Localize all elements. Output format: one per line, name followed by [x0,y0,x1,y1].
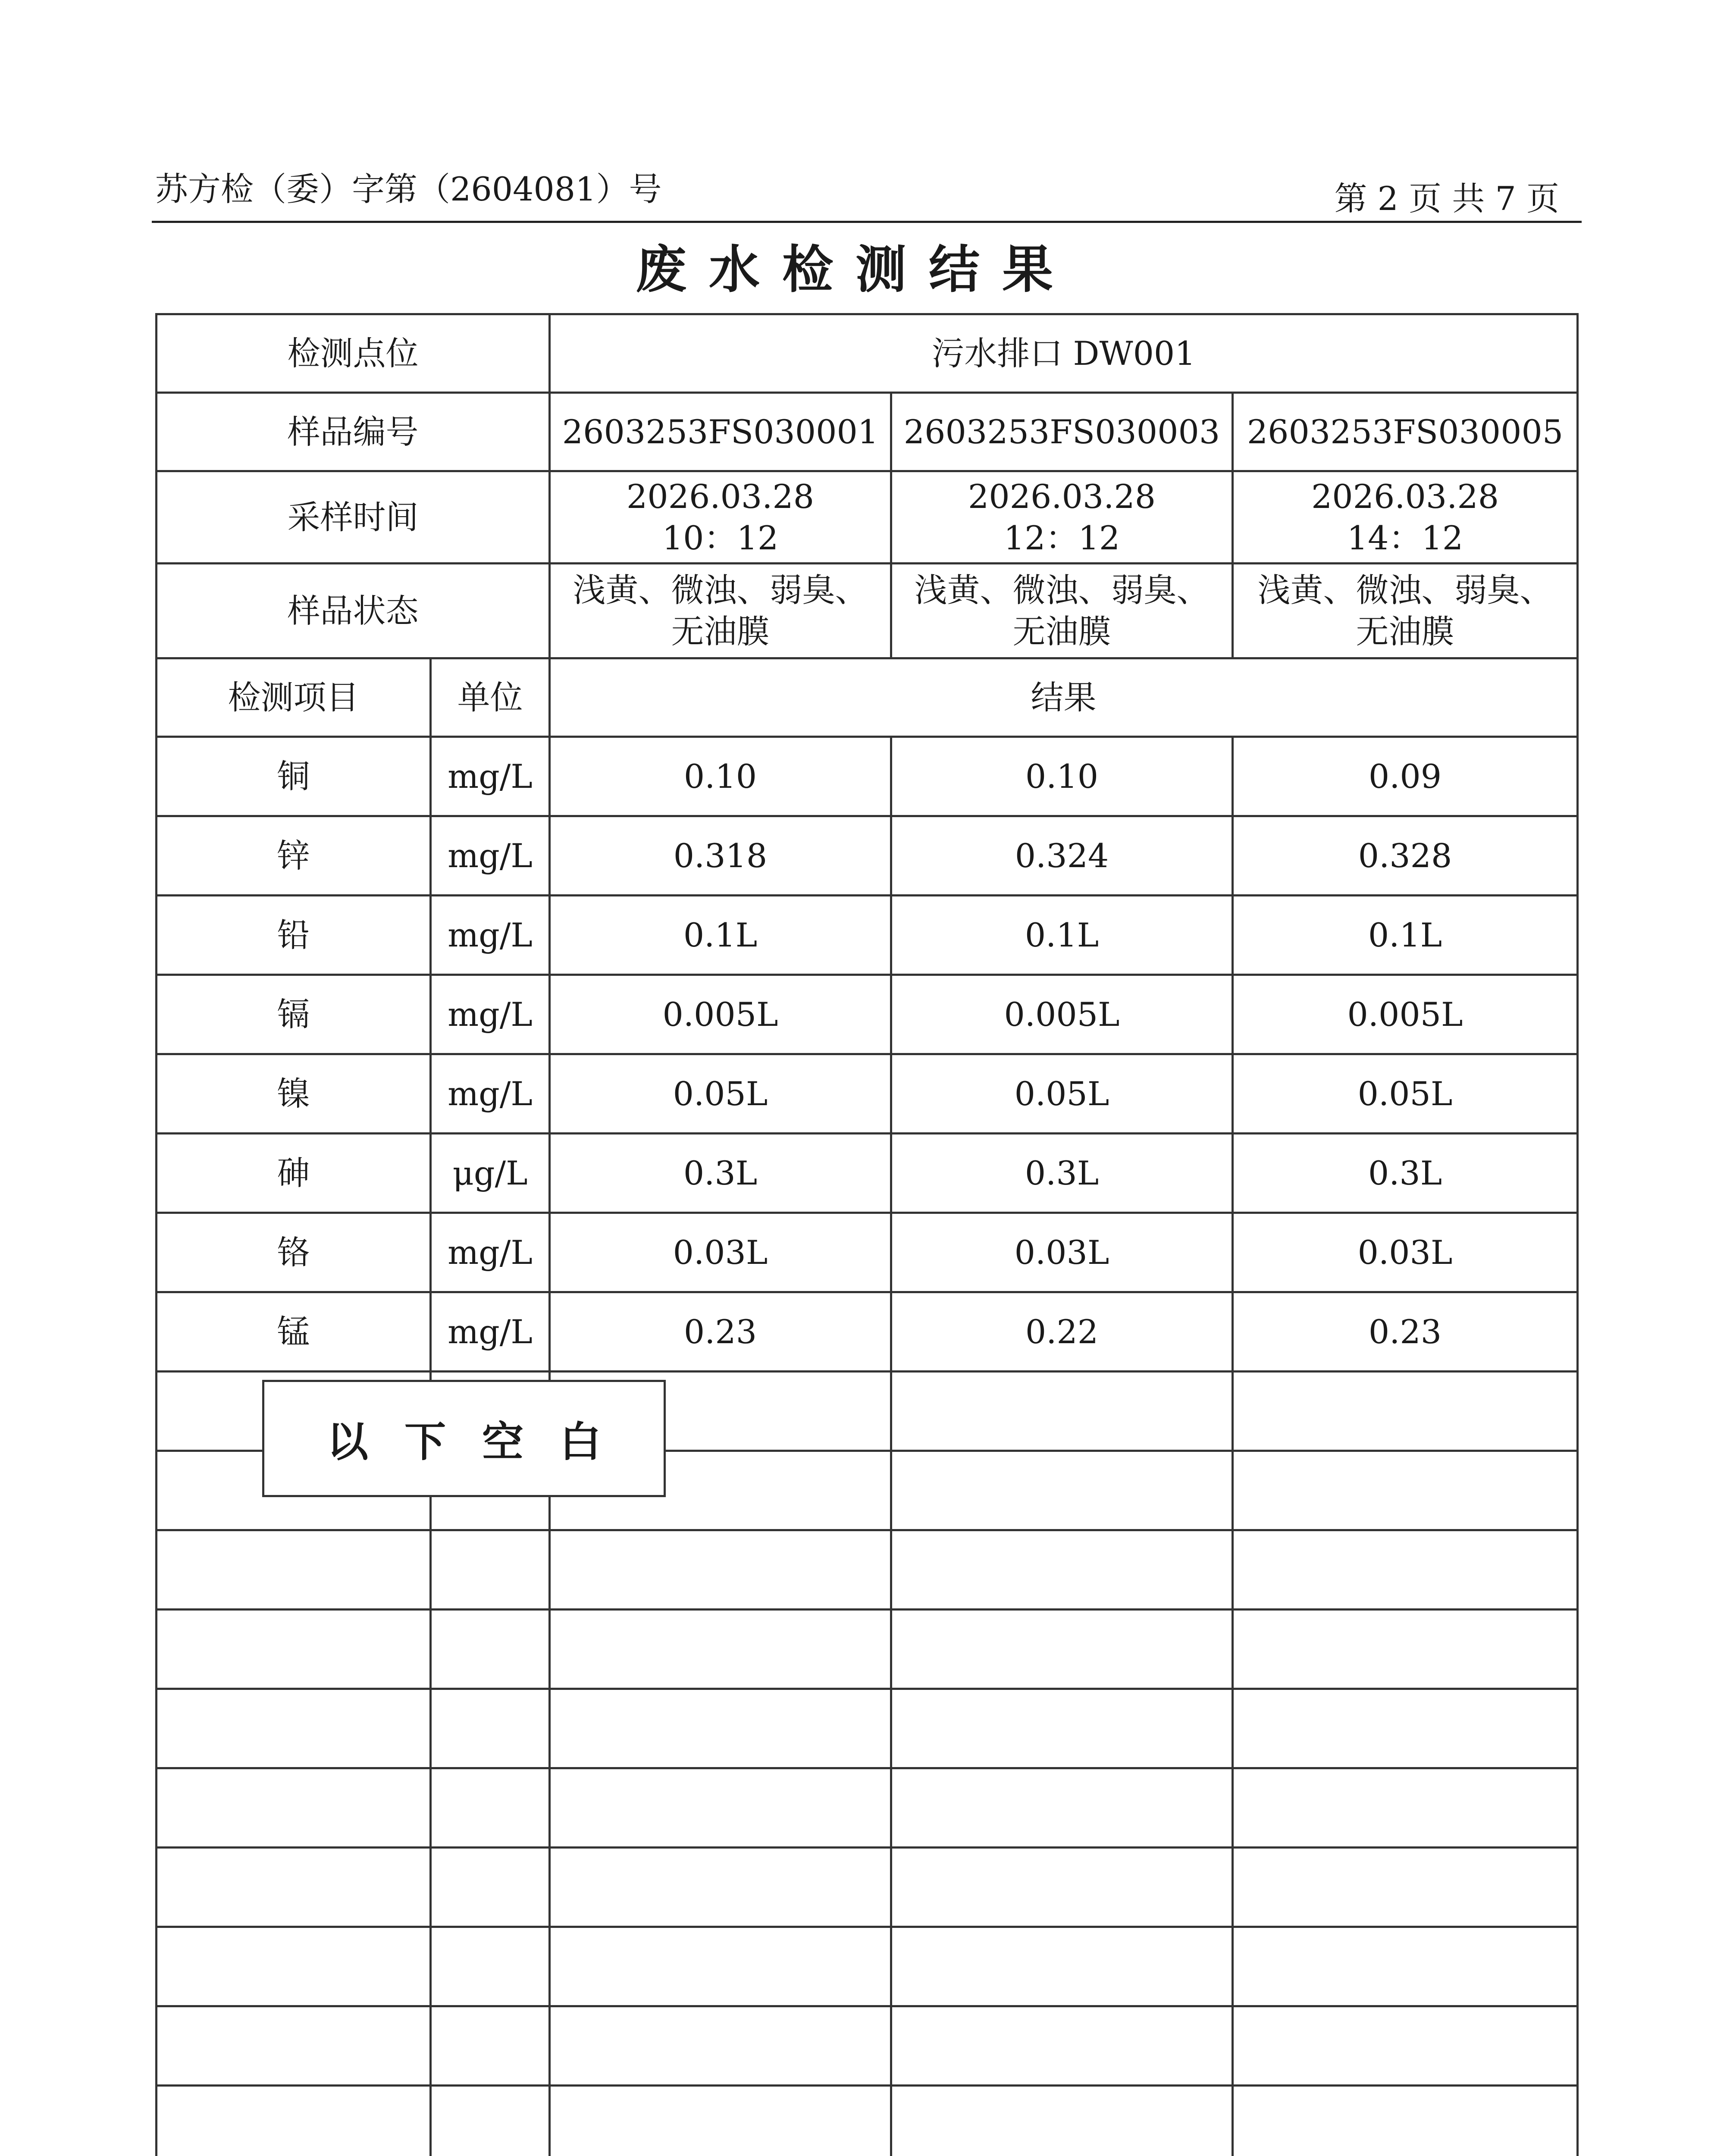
state-line: 浅黄、微浊、弱臭、 [573,570,868,609]
result-value: 0.09 [1233,737,1578,816]
result-value: 0.1L [1233,896,1578,975]
table-row [157,1054,1578,1134]
item-unit: mg/L [431,1213,550,1292]
item-unit: mg/L [431,1054,550,1134]
result-value: 0.05L [891,1054,1233,1134]
sampling-time-3 [1233,471,1578,564]
table-row [157,737,1578,816]
empty-row [157,1848,1578,1927]
point-label: 检测点位 [157,314,550,393]
table-row [157,1213,1578,1292]
empty-row [157,1530,1578,1610]
sampling-time-row [157,471,1578,564]
header-divider [152,221,1582,223]
sample-no-row [157,393,1578,471]
empty-row [157,2086,1578,2156]
item-name: 镍 [157,1054,431,1134]
sample-state-row [157,564,1578,658]
state-line: 无油膜 [1012,612,1111,651]
sample-state-3 [1233,564,1578,658]
report-number: 苏方检（委）字第（2604081）号 [155,170,662,208]
unit-header: 单位 [431,658,550,737]
table-row [157,896,1578,975]
point-value: 污水排口 DW001 [550,314,1578,393]
item-name: 铬 [157,1213,431,1292]
state-line: 浅黄、微浊、弱臭、 [1257,570,1553,609]
item-name: 锰 [157,1292,431,1372]
sampling-date: 2026.03.28 [626,477,815,516]
result-value: 0.23 [550,1292,891,1372]
item-name: 铜 [157,737,431,816]
page-info: 第 2 页 共 7 页 [1334,179,1559,218]
item-name: 镉 [157,975,431,1054]
item-name: 锌 [157,816,431,896]
empty-row [157,1610,1578,1689]
sampling-clock: 10：12 [662,518,779,557]
item-unit: μg/L [431,1134,550,1213]
result-value: 0.03L [1233,1213,1578,1292]
sample-state-1 [550,564,891,658]
empty-row [157,1927,1578,2006]
item-header: 检测项目 [157,658,431,737]
result-value: 0.1L [550,896,891,975]
results-table [155,313,1579,2156]
result-value: 0.03L [891,1213,1233,1292]
item-unit: mg/L [431,816,550,896]
sampling-date: 2026.03.28 [1311,477,1499,516]
result-header: 结果 [550,658,1578,737]
point-row [157,314,1578,393]
result-value: 0.1L [891,896,1233,975]
result-value: 0.005L [891,975,1233,1054]
state-line: 无油膜 [671,612,770,651]
sampling-time-label: 采样时间 [157,471,550,564]
result-value: 0.05L [550,1054,891,1134]
sampling-clock: 14：12 [1347,518,1463,557]
sampling-date: 2026.03.28 [968,477,1156,516]
result-value: 0.324 [891,816,1233,896]
result-value: 0.328 [1233,816,1578,896]
result-value: 0.005L [550,975,891,1054]
item-name: 砷 [157,1134,431,1213]
result-value: 0.3L [1233,1134,1578,1213]
result-value: 0.10 [891,737,1233,816]
state-line: 浅黄、微浊、弱臭、 [914,570,1210,609]
table-row [157,1292,1578,1372]
result-value: 0.3L [891,1134,1233,1213]
sampling-time-2 [891,471,1233,564]
empty-row [157,2006,1578,2086]
state-line: 无油膜 [1356,612,1454,651]
sample-no-label: 样品编号 [157,393,550,471]
item-unit: mg/L [431,737,550,816]
item-unit: mg/L [431,1292,550,1372]
empty-row [157,1689,1578,1768]
result-value: 0.05L [1233,1054,1578,1134]
table-row [157,816,1578,896]
empty-row [157,1768,1578,1848]
sample-state-2 [891,564,1233,658]
sample-no-3: 2603253FS030005 [1233,393,1578,471]
page-title: 废水检测结果 [635,239,1075,299]
result-value: 0.22 [891,1292,1233,1372]
sample-no-1: 2603253FS030001 [550,393,891,471]
table-row [157,975,1578,1054]
item-unit: mg/L [431,896,550,975]
result-value: 0.3L [550,1134,891,1213]
sampling-time-1 [550,471,891,564]
result-value: 0.318 [550,816,891,896]
column-header-row [157,658,1578,737]
sample-state-label: 样品状态 [157,564,550,658]
blank-below-stamp: 以下空白 [262,1380,666,1497]
item-unit: mg/L [431,975,550,1054]
result-value: 0.03L [550,1213,891,1292]
table-row [157,1134,1578,1213]
sampling-clock: 12：12 [1003,518,1120,557]
result-value: 0.10 [550,737,891,816]
result-value: 0.23 [1233,1292,1578,1372]
item-name: 铅 [157,896,431,975]
result-value: 0.005L [1233,975,1578,1054]
sample-no-2: 2603253FS030003 [891,393,1233,471]
